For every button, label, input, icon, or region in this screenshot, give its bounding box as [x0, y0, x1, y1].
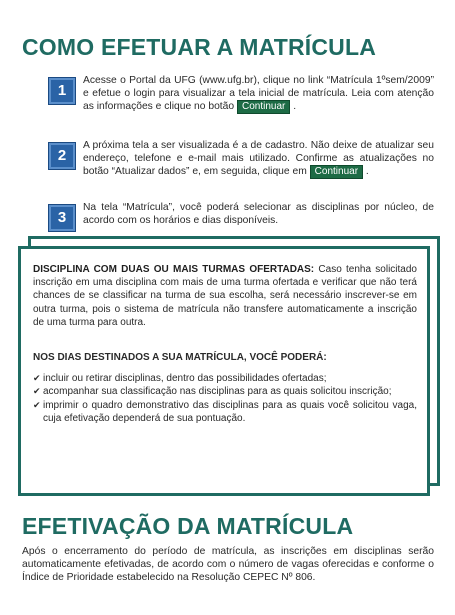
- step-instructions: A próxima tela a ser visualizada é a de cadastro. Não deixe de atualizar seu endereço, telefone e e-mail mais utilizado. Confirme as atualizações no botão “Atualizar dados” e, em seguida, clique em: [83, 140, 434, 178]
- list-item: [33, 372, 417, 385]
- step-number: 2: [49, 143, 75, 169]
- continuar-button[interactable]: Continuar: [310, 165, 363, 179]
- efetivacao-paragraph: Após o encerramento do período de matrícula, as inscrições em disciplinas serão automaticamente efetivadas, de acordo com o número de vagas oferecidas e conforme o Índice de Prioridade estabelecido na Resolução CEPEC Nº 806.: [22, 546, 434, 584]
- info-text: Caso tenha solicitado inscrição em uma disciplina com mais de uma turma ofertada e verificar que não terá chances de se classificar na turma de sua escolha, será necessário inscrever-se em outra turma, pois o sistema de matrícula não transfere automaticamente a inscrição de uma turma para outra.: [33, 264, 417, 328]
- checklist: [33, 372, 417, 425]
- list-item-text: acompanhar sua classificação nas disciplinas para as quais solicitou inscrição;: [43, 386, 392, 398]
- check-icon: ✔: [33, 399, 41, 410]
- step-number: 1: [49, 78, 75, 104]
- list-item-text: imprimir o quadro demonstrativo das disciplinas para as quais você solicitou vaga, cuja efetivação dependerá de sua pontuação.: [43, 399, 417, 424]
- info-paragraph: [33, 263, 417, 329]
- check-icon: ✔: [33, 386, 41, 397]
- info-subheading: NOS DIAS DESTINADOS A SUA MATRÍCULA, VOCÊ PODERÁ:: [33, 352, 327, 364]
- info-lead: DISCIPLINA COM DUAS OU MAIS TURMAS OFERTADAS:: [33, 264, 315, 275]
- step-text: Na tela “Matrícula”, você poderá selecionar as disciplinas por núcleo, de acordo com os horários e dias disponíveis.: [83, 202, 434, 227]
- step-end: .: [293, 101, 297, 113]
- section-title-efetivacao: EFETIVAÇÃO DA MATRÍCULA: [22, 513, 354, 539]
- step-instructions: Acesse o Portal da UFG (www.ufg.br), clique no link “Matrícula 1ºsem/2009” e efetue o login para visualizar a tela inicial de matrícula. Leia com atenção as informações e clique no botão: [83, 75, 434, 113]
- info-box: [18, 246, 430, 496]
- list-item: [33, 399, 417, 425]
- step-text: [83, 74, 434, 114]
- continuar-button[interactable]: Continuar: [237, 100, 290, 114]
- info-box-content: [33, 263, 417, 425]
- list-item: [33, 385, 417, 398]
- step-text: [83, 139, 434, 179]
- check-icon: ✔: [33, 373, 41, 384]
- step-end: .: [365, 166, 369, 178]
- section-title-matricula: COMO EFETUAR A MATRÍCULA: [22, 34, 377, 60]
- list-item-text: incluir ou retirar disciplinas, dentro das possibilidades ofertadas;: [43, 373, 327, 385]
- step-number: 3: [49, 205, 75, 231]
